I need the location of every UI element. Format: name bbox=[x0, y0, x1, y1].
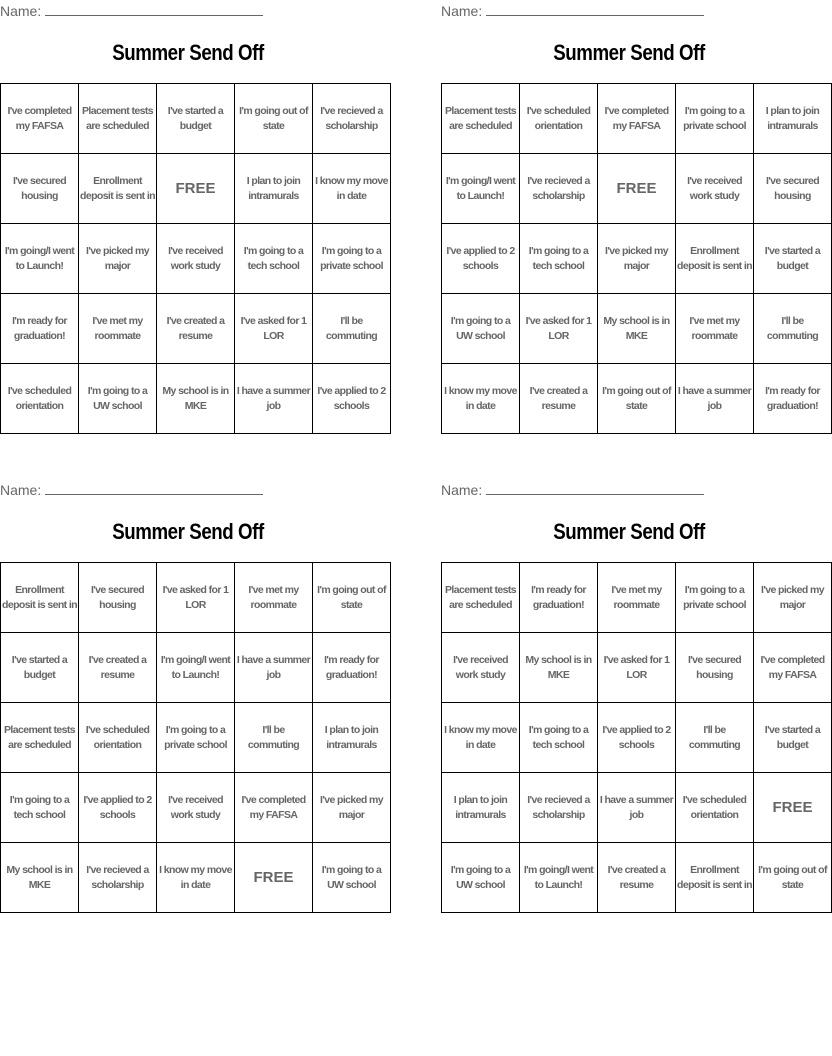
bingo-cell: I've received work study bbox=[442, 633, 520, 703]
bingo-cell: I'm going to a private school bbox=[157, 703, 235, 773]
bingo-cell: Placement tests are scheduled bbox=[442, 563, 520, 633]
bingo-cell: I know my move in date bbox=[157, 843, 235, 913]
bingo-cell: I've met my roommate bbox=[79, 294, 157, 364]
bingo-cell: I'm going/I went to Launch! bbox=[157, 633, 235, 703]
bingo-cell: I'll be commuting bbox=[235, 703, 313, 773]
bingo-cell: I've secured housing bbox=[676, 633, 754, 703]
bingo-cell: I've secured housing bbox=[79, 563, 157, 633]
bingo-cell: I've started a budget bbox=[157, 84, 235, 154]
name-label: Name: bbox=[0, 3, 42, 19]
bingo-cell: My school is in MKE bbox=[520, 633, 598, 703]
bingo-cell: I've created a resume bbox=[157, 294, 235, 364]
bingo-cell: I've secured housing bbox=[1, 154, 79, 224]
card-title: Summer Send Off bbox=[553, 40, 705, 65]
bingo-row bbox=[1, 224, 391, 294]
bingo-row bbox=[442, 633, 832, 703]
bingo-cell: I've started a budget bbox=[1, 633, 79, 703]
bingo-row bbox=[1, 84, 391, 154]
free-space: FREE bbox=[598, 154, 676, 224]
bingo-cell: I'm going/I went to Launch! bbox=[520, 843, 598, 913]
bingo-grid bbox=[0, 562, 391, 913]
bingo-cell: I'll be commuting bbox=[754, 294, 832, 364]
bingo-row bbox=[442, 154, 832, 224]
bingo-row bbox=[442, 843, 832, 913]
bingo-cell: I'm going to a tech school bbox=[520, 224, 598, 294]
bingo-row bbox=[442, 563, 832, 633]
bingo-cell: I've applied to 2 schools bbox=[313, 364, 391, 434]
bingo-row bbox=[442, 84, 832, 154]
bingo-cell: I have a summer job bbox=[598, 773, 676, 843]
bingo-cell: I've met my roommate bbox=[598, 563, 676, 633]
bingo-cell: My school is in MKE bbox=[598, 294, 676, 364]
bingo-cell: I know my move in date bbox=[442, 703, 520, 773]
bingo-cell: I'm going out of state bbox=[598, 364, 676, 434]
bingo-cell: I've met my roommate bbox=[235, 563, 313, 633]
card-title: Summer Send Off bbox=[112, 40, 264, 65]
free-space: FREE bbox=[157, 154, 235, 224]
name-field bbox=[441, 3, 704, 19]
card-title: Summer Send Off bbox=[553, 519, 705, 544]
bingo-cell: I'm going out of state bbox=[313, 563, 391, 633]
bingo-cell: I've asked for 1 LOR bbox=[520, 294, 598, 364]
name-label: Name: bbox=[0, 482, 42, 498]
bingo-cell: Placement tests are scheduled bbox=[442, 84, 520, 154]
bingo-cell: I know my move in date bbox=[442, 364, 520, 434]
bingo-cell: I've started a budget bbox=[754, 224, 832, 294]
bingo-cell: I'm ready for graduation! bbox=[520, 563, 598, 633]
bingo-row bbox=[442, 294, 832, 364]
bingo-row bbox=[1, 364, 391, 434]
name-label: Name: bbox=[441, 3, 483, 19]
bingo-cell: I'm going to a tech school bbox=[1, 773, 79, 843]
bingo-cell: I've created a resume bbox=[598, 843, 676, 913]
bingo-cell: I have a summer job bbox=[235, 364, 313, 434]
bingo-cell: I'm going out of state bbox=[754, 843, 832, 913]
bingo-cell: I've scheduled orientation bbox=[520, 84, 598, 154]
name-line bbox=[45, 3, 263, 16]
bingo-cell: I've recieved a scholarship bbox=[79, 843, 157, 913]
bingo-row bbox=[1, 294, 391, 364]
bingo-cell: Enrollment deposit is sent in bbox=[1, 563, 79, 633]
bingo-cell: I've picked my major bbox=[598, 224, 676, 294]
bingo-cell: I've completed my FAFSA bbox=[235, 773, 313, 843]
bingo-cell: I'm ready for graduation! bbox=[313, 633, 391, 703]
bingo-cell: I'm going to a tech school bbox=[520, 703, 598, 773]
bingo-cell: Placement tests are scheduled bbox=[1, 703, 79, 773]
bingo-cell: I plan to join intramurals bbox=[235, 154, 313, 224]
bingo-cell: I've secured housing bbox=[754, 154, 832, 224]
bingo-cell: I've applied to 2 schools bbox=[79, 773, 157, 843]
name-line bbox=[486, 482, 704, 495]
bingo-cell: I've created a resume bbox=[520, 364, 598, 434]
bingo-row bbox=[1, 633, 391, 703]
bingo-cell: I've asked for 1 LOR bbox=[598, 633, 676, 703]
bingo-cell: I plan to join intramurals bbox=[754, 84, 832, 154]
name-line bbox=[45, 482, 263, 495]
bingo-cell: I've recieved a scholarship bbox=[313, 84, 391, 154]
bingo-grid bbox=[441, 562, 832, 913]
bingo-grid bbox=[0, 83, 391, 434]
bingo-cell: My school is in MKE bbox=[1, 843, 79, 913]
bingo-cell: Enrollment deposit is sent in bbox=[676, 843, 754, 913]
bingo-cell: Enrollment deposit is sent in bbox=[79, 154, 157, 224]
name-field bbox=[0, 482, 263, 498]
bingo-cell: I plan to join intramurals bbox=[313, 703, 391, 773]
bingo-cell: I've scheduled orientation bbox=[1, 364, 79, 434]
bingo-row bbox=[1, 773, 391, 843]
bingo-cell: I'm going out of state bbox=[235, 84, 313, 154]
bingo-cell: I'll be commuting bbox=[313, 294, 391, 364]
bingo-cell: Enrollment deposit is sent in bbox=[676, 224, 754, 294]
bingo-cell: I've received work study bbox=[676, 154, 754, 224]
bingo-row bbox=[1, 154, 391, 224]
card-title: Summer Send Off bbox=[112, 519, 264, 544]
bingo-cell: I've recieved a scholarship bbox=[520, 154, 598, 224]
bingo-cell: I've completed my FAFSA bbox=[598, 84, 676, 154]
bingo-cell: I've created a resume bbox=[79, 633, 157, 703]
name-field bbox=[441, 482, 704, 498]
bingo-cell: I have a summer job bbox=[235, 633, 313, 703]
bingo-cell: I've asked for 1 LOR bbox=[157, 563, 235, 633]
bingo-cell: I plan to join intramurals bbox=[442, 773, 520, 843]
bingo-cell: I've scheduled orientation bbox=[79, 703, 157, 773]
bingo-cell: I've recieved a scholarship bbox=[520, 773, 598, 843]
bingo-grid bbox=[441, 83, 832, 434]
name-line bbox=[486, 3, 704, 16]
bingo-cell: I've picked my major bbox=[313, 773, 391, 843]
bingo-cell: I'm going/I went to Launch! bbox=[442, 154, 520, 224]
bingo-cell: I'm going to a UW school bbox=[313, 843, 391, 913]
bingo-cell: I'm ready for graduation! bbox=[1, 294, 79, 364]
bingo-cell: Placement tests are scheduled bbox=[79, 84, 157, 154]
bingo-cell: I'm going/I went to Launch! bbox=[1, 224, 79, 294]
bingo-cell: I've started a budget bbox=[754, 703, 832, 773]
bingo-cell: I know my move in date bbox=[313, 154, 391, 224]
bingo-cell: I've completed my FAFSA bbox=[1, 84, 79, 154]
bingo-cell: I'm going to a tech school bbox=[235, 224, 313, 294]
bingo-cell: I'll be commuting bbox=[676, 703, 754, 773]
bingo-row bbox=[1, 703, 391, 773]
bingo-cell: I've picked my major bbox=[79, 224, 157, 294]
name-field bbox=[0, 3, 263, 19]
bingo-cell: I'm going to a UW school bbox=[79, 364, 157, 434]
bingo-cell: I'm going to a private school bbox=[676, 563, 754, 633]
free-space: FREE bbox=[754, 773, 832, 843]
bingo-cell: I'm ready for graduation! bbox=[754, 364, 832, 434]
bingo-cell: I've received work study bbox=[157, 224, 235, 294]
bingo-cell: I have a summer job bbox=[676, 364, 754, 434]
bingo-cell: I've received work study bbox=[157, 773, 235, 843]
bingo-cell: I've completed my FAFSA bbox=[754, 633, 832, 703]
bingo-cell: I've applied to 2 schools bbox=[442, 224, 520, 294]
bingo-cell: I've asked for 1 LOR bbox=[235, 294, 313, 364]
bingo-cell: I've met my roommate bbox=[676, 294, 754, 364]
bingo-row bbox=[442, 224, 832, 294]
bingo-cell: I've picked my major bbox=[754, 563, 832, 633]
bingo-cell: My school is in MKE bbox=[157, 364, 235, 434]
bingo-cell: I'm going to a UW school bbox=[442, 294, 520, 364]
free-space: FREE bbox=[235, 843, 313, 913]
bingo-cell: I've scheduled orientation bbox=[676, 773, 754, 843]
bingo-row bbox=[1, 843, 391, 913]
bingo-cell: I'm going to a private school bbox=[313, 224, 391, 294]
bingo-cell: I'm going to a private school bbox=[676, 84, 754, 154]
bingo-cell: I'm going to a UW school bbox=[442, 843, 520, 913]
bingo-row bbox=[442, 703, 832, 773]
bingo-row bbox=[442, 773, 832, 843]
bingo-row bbox=[442, 364, 832, 434]
name-label: Name: bbox=[441, 482, 483, 498]
bingo-row bbox=[1, 563, 391, 633]
bingo-cell: I've applied to 2 schools bbox=[598, 703, 676, 773]
